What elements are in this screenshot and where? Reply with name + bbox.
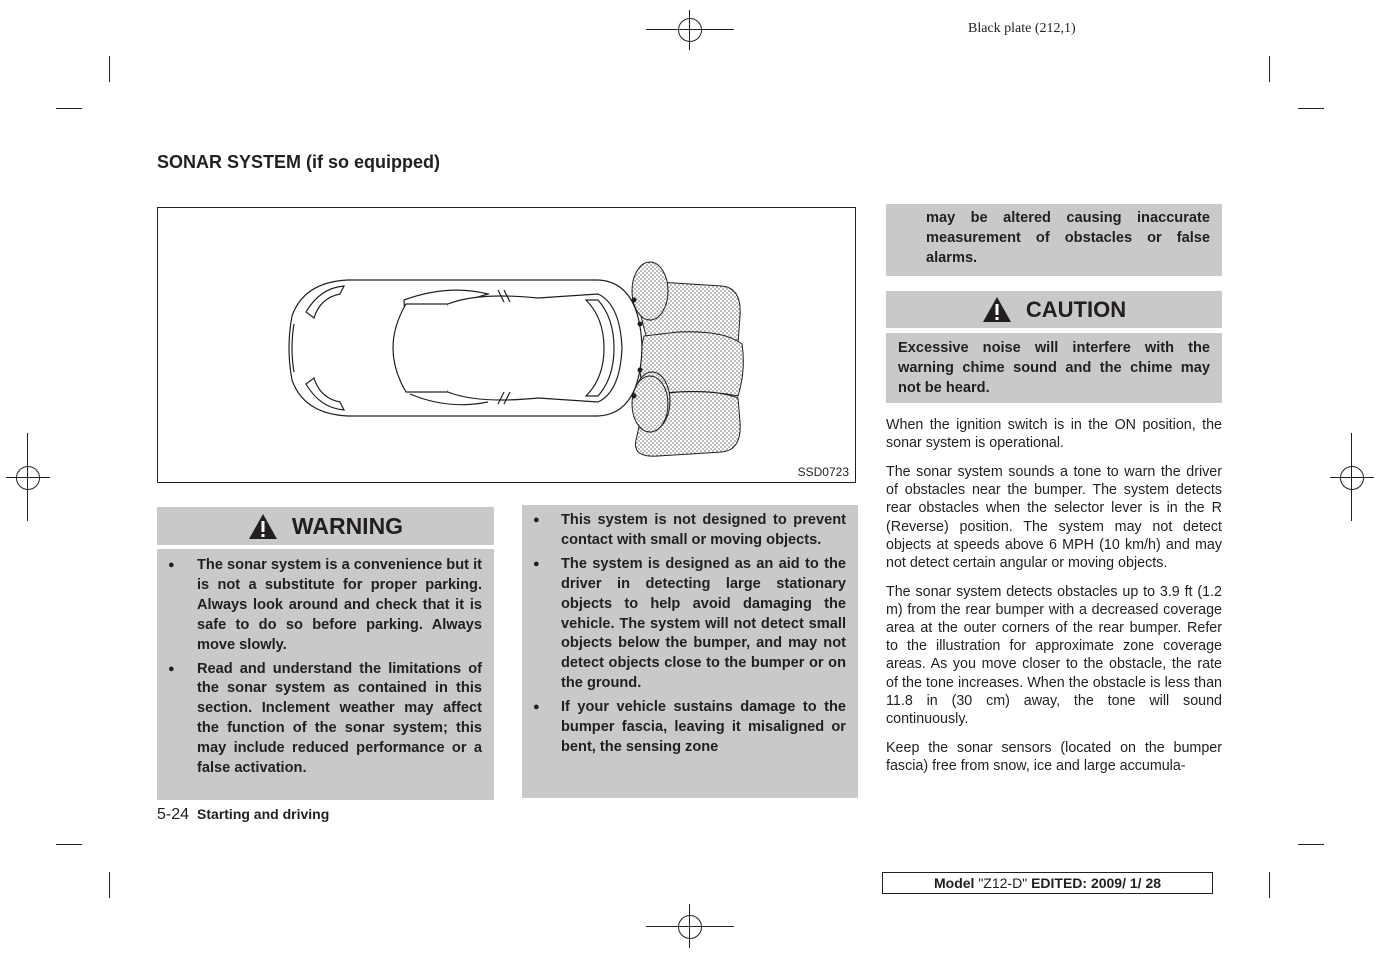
crop-mark [1269,56,1270,82]
crop-mark [109,56,110,82]
plate-label: Black plate (212,1) [968,21,1076,36]
zone-corner-top [632,262,668,320]
crop-mark [1269,872,1270,898]
registration-circle-bottom [678,915,702,939]
section-title: SONAR SYSTEM (if so equipped) [157,152,441,172]
paragraph: The sonar system sounds a tone to warn the driver of obstacles near the bumper. The system detects rear obstacles when the selector lever is in the R (Reverse) position. The system may not detect objects at speeds above 6 MPH (10 km/h) and may not detect certain angular or moving objects. [886,463,1222,571]
list-item: ● The system is designed as an aid to the driver in detecting large stationary objects to help avoid damaging the vehicle. The system will not detect small objects below the bumper, and may not detect objects close to the bumper or on the ground. [533,555,846,692]
registration-circle-right [1340,466,1364,490]
warning-triangle-icon [248,513,278,540]
sonar-figure [157,207,856,483]
crop-mark [56,844,82,845]
list-item: ● The sonar system is a convenience but it is not a substitute for proper parking. Always look around and check that it is safe to do so before parking. Always move slowly. [168,557,482,653]
page-footer [157,806,329,824]
detection-zones [632,262,743,456]
paragraph: Keep the sonar sensors (located on the bumper fascia) free from snow, ice and large accumula- [886,739,1222,774]
registration-circle-top [678,18,702,42]
list-item: ● If your vehicle sustains damage to the bumper fascia, leaving it misaligned or bent, the sensing zone [533,699,846,755]
warning-body [157,549,494,800]
zone-corner-bottom [632,376,668,432]
crop-mark [1298,108,1324,109]
warning-continuation: may be altered causing inaccurate measurement of obstacles or false alarms. [886,204,1222,276]
edited-label: EDITED: [1031,875,1088,891]
figure-code: SSD0723 [797,465,849,479]
body-text [886,416,1222,786]
caution-header [886,291,1222,328]
crop-mark [109,872,110,898]
caution-label: CAUTION [1025,296,1127,322]
model-label: Model [933,875,975,891]
caution-triangle-icon [982,296,1012,323]
warning-label: WARNING [291,512,404,539]
paragraph: The sonar system detects obstacles up to 3.9 ft (1.2 m) from the rear bumper with a decreased coverage area at the outer corners of the rear bumper. Refer to the illustration for approximate zone coverage areas. As you move closer to the obstacle, the rate of the tone increases. When the obstacle is less than 11.8 in (30 cm) away, the tone will sound continuously. [886,583,1222,728]
footer-section: Starting and driving [197,806,330,822]
list-item: ● Read and understand the limitations of the sonar system as contained in this section. Inclement weather may affect the function of the sonar system; this may include reduced performance or a false activation. [168,660,482,777]
page-number: 5-24 [157,806,190,823]
edited-date: 2009/ 1/ 28 [1090,875,1162,891]
paragraph: When the ignition switch is in the ON position, the sonar system is operational. [886,417,1222,452]
registration-circle-left [16,466,40,490]
warning-header [157,507,494,545]
crop-mark [1298,844,1324,845]
model-box [882,872,1213,894]
caution-body: Excessive noise will interfere with the warning chime sound and the chime may not be heard. [886,333,1222,403]
list-item: ● This system is not designed to prevent contact with small or moving objects. [533,512,846,548]
car-outline [289,280,642,416]
crop-mark [56,108,82,109]
car-sonar-illustration [158,208,855,482]
warning-body-continued [522,505,858,798]
model-code: "Z12-D" [978,875,1028,891]
